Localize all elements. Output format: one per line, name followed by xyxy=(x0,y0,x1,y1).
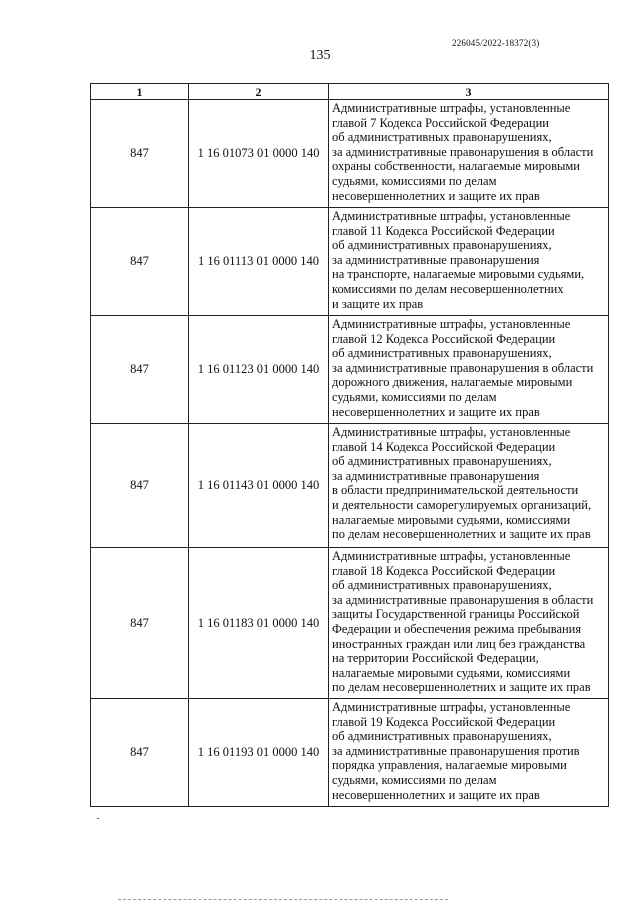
revenue-description-cell xyxy=(329,100,609,208)
document-registration-number: 226045/2022-18372(3) xyxy=(452,38,540,48)
description-line: главой 11 Кодекса Российской Федерации xyxy=(332,223,555,238)
description-line: об административных правонарушениях, xyxy=(332,454,552,469)
description-line: за административные правонарушения xyxy=(332,468,540,483)
budget-classification-code-cell: 1 16 01193 01 0000 140 xyxy=(189,699,329,807)
scan-mark xyxy=(97,818,99,819)
description-line: главой 7 Кодекса Российской Федерации xyxy=(332,115,549,130)
description-line: об административных правонарушениях, xyxy=(332,346,552,361)
description-line: налагаемые мировыми судьями, комиссиями xyxy=(332,512,571,527)
column-header-3: 3 xyxy=(329,84,609,100)
description-line: судьями, комиссиями по делам xyxy=(332,772,497,787)
administrator-code-cell: 847 xyxy=(91,208,189,316)
description-line: судьями, комиссиями по делам xyxy=(332,389,497,404)
description-line: комиссиями по делам несовершеннолетних xyxy=(332,281,564,296)
description-line: на транспорте, налагаемые мировыми судьями, xyxy=(332,267,585,282)
administrator-code-cell: 847 xyxy=(91,548,189,699)
table-header-row xyxy=(91,84,609,100)
description-line: за административные правонарушения в области xyxy=(332,360,594,375)
budget-codes-table xyxy=(90,83,609,807)
description-line: по делам несовершеннолетних и защите их прав xyxy=(332,527,591,542)
table-row xyxy=(91,100,609,208)
description-line: главой 19 Кодекса Российской Федерации xyxy=(332,714,556,729)
description-line: Административные штрафы, установленные xyxy=(332,101,571,115)
administrator-code-cell: 847 xyxy=(91,424,189,548)
description-line: налагаемые мировыми судьями, комиссиями xyxy=(332,665,571,680)
administrator-code-cell: 847 xyxy=(91,100,189,208)
budget-classification-code-cell: 1 16 01143 01 0000 140 xyxy=(189,424,329,548)
description-line: Административные штрафы, установленные xyxy=(332,209,571,223)
budget-classification-code-cell: 1 16 01113 01 0000 140 xyxy=(189,208,329,316)
table-row xyxy=(91,208,609,316)
description-line: Административные штрафы, установленные xyxy=(332,317,571,331)
description-line: главой 12 Кодекса Российской Федерации xyxy=(332,331,556,346)
table-row xyxy=(91,548,609,699)
table-row xyxy=(91,699,609,807)
description-line: об административных правонарушениях, xyxy=(332,238,552,253)
description-line: охраны собственности, налагаемые мировыми xyxy=(332,159,580,174)
description-line: за административные правонарушения в области xyxy=(332,592,594,607)
description-line: и деятельности саморегулируемых организаций, xyxy=(332,497,592,512)
description-line: Административные штрафы, установленные xyxy=(332,549,571,563)
description-line: об административных правонарушениях, xyxy=(332,578,552,593)
description-line: несовершеннолетних и защите их прав xyxy=(332,404,540,419)
administrator-code-cell: 847 xyxy=(91,316,189,424)
description-line: Административные штрафы, установленные xyxy=(332,700,571,714)
budget-classification-code-cell: 1 16 01183 01 0000 140 xyxy=(189,548,329,699)
budget-classification-code-cell: 1 16 01123 01 0000 140 xyxy=(189,316,329,424)
description-line: за административные правонарушения в области xyxy=(332,144,594,159)
administrator-code-cell: 847 xyxy=(91,699,189,807)
description-line: дорожного движения, налагаемые мировыми xyxy=(332,375,573,390)
description-line: на территории Российской Федерации, xyxy=(332,651,539,666)
revenue-description-cell xyxy=(329,699,609,807)
description-line: в области предпринимательской деятельности xyxy=(332,483,579,498)
description-line: защиты Государственной границы Российской xyxy=(332,607,580,622)
description-line: иностранных граждан или лиц без гражданства xyxy=(332,636,586,651)
revenue-description-cell xyxy=(329,316,609,424)
page-bottom-line xyxy=(118,899,448,900)
description-line: за административные правонарушения против xyxy=(332,743,580,758)
description-line: и защите их прав xyxy=(332,296,424,311)
description-line: об административных правонарушениях, xyxy=(332,729,552,744)
description-line: Федерации и обеспечения режима пребывания xyxy=(332,621,582,636)
page-number: 135 xyxy=(309,48,331,63)
budget-classification-code-cell: 1 16 01073 01 0000 140 xyxy=(189,100,329,208)
description-line: об административных правонарушениях, xyxy=(332,130,552,145)
description-line: судьями, комиссиями по делам xyxy=(332,173,497,188)
description-line: несовершеннолетних и защите их прав xyxy=(332,188,540,203)
description-line: порядка управления, налагаемые мировыми xyxy=(332,758,567,773)
description-line: Административные штрафы, установленные xyxy=(332,425,571,439)
description-line: главой 18 Кодекса Российской Федерации xyxy=(332,563,556,578)
revenue-description-cell xyxy=(329,424,609,548)
table-row xyxy=(91,424,609,548)
revenue-description-cell xyxy=(329,548,609,699)
description-line: главой 14 Кодекса Российской Федерации xyxy=(332,439,556,454)
column-header-2: 2 xyxy=(189,84,329,100)
description-line: по делам несовершеннолетних и защите их прав xyxy=(332,680,591,695)
revenue-description-cell xyxy=(329,208,609,316)
column-header-1: 1 xyxy=(91,84,189,100)
description-line: за административные правонарушения xyxy=(332,252,540,267)
table-row xyxy=(91,316,609,424)
description-line: несовершеннолетних и защите их прав xyxy=(332,787,540,802)
